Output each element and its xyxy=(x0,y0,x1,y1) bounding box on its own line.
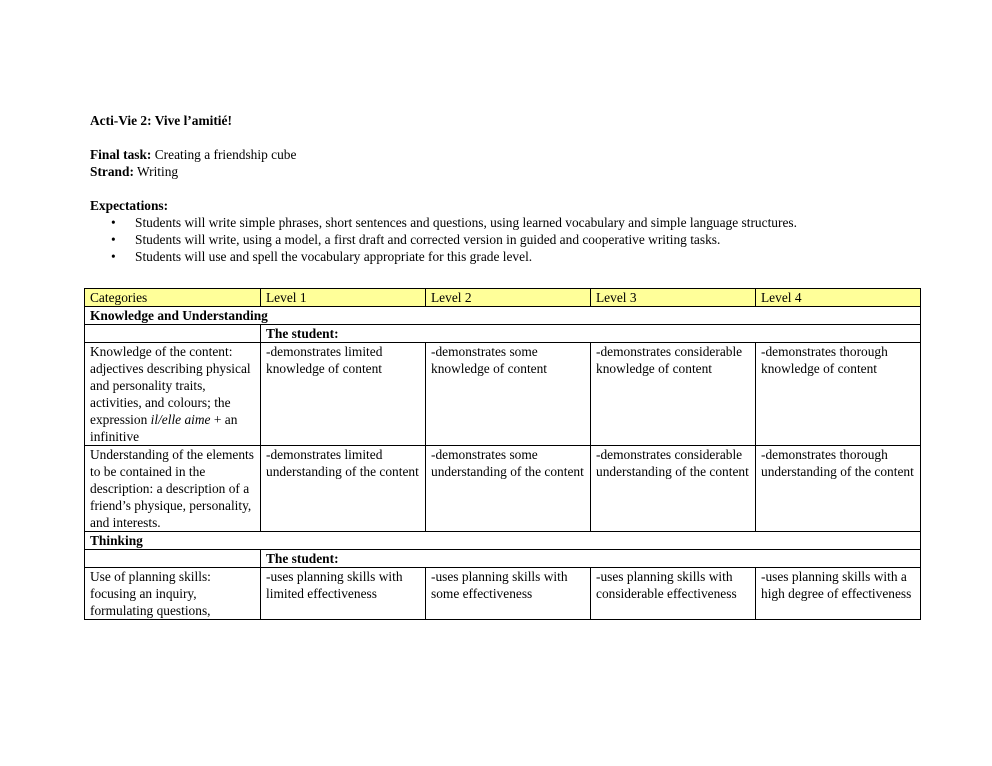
expectation-item: • Students will use and spell the vocabulary appropriate for this grade level. xyxy=(135,248,930,265)
table-row xyxy=(85,446,921,532)
the-student-label: The student: xyxy=(261,550,921,568)
table-row xyxy=(85,343,921,446)
empty-cell xyxy=(85,325,261,343)
section-title: Knowledge and Understanding xyxy=(85,307,921,325)
document-header xyxy=(90,112,930,265)
header-cell: Categories xyxy=(85,289,261,307)
header-cell: Level 1 xyxy=(261,289,426,307)
level-cell: -demonstrates considerable knowledge of content xyxy=(591,343,756,446)
header-cell: Level 2 xyxy=(426,289,591,307)
header-cell: Level 4 xyxy=(756,289,921,307)
the-student-row xyxy=(85,550,921,568)
level-cell: -demonstrates considerable understanding of the content xyxy=(591,446,756,532)
level-cell: -demonstrates thorough knowledge of content xyxy=(756,343,921,446)
strand-label: Strand: xyxy=(90,164,134,179)
the-student-row xyxy=(85,325,921,343)
expectations-list xyxy=(90,214,930,265)
final-task-value: Creating a friendship cube xyxy=(151,147,297,162)
category-cell: Understanding of the elements to be contained in the description: a description of a friend’s physique, personality, and interests. xyxy=(85,446,261,532)
category-cell: Knowledge of the content: adjectives describing physical and personality traits, activities, and colours; the expression il/elle aime + an infinitive xyxy=(85,343,261,446)
the-student-label: The student: xyxy=(261,325,921,343)
level-cell: -demonstrates some understanding of the content xyxy=(426,446,591,532)
level-cell: -demonstrates limited knowledge of content xyxy=(261,343,426,446)
section-row xyxy=(85,532,921,550)
final-task-line xyxy=(90,146,930,163)
strand-line xyxy=(90,163,930,180)
level-cell: -demonstrates thorough understanding of the content xyxy=(756,446,921,532)
section-title: Thinking xyxy=(85,532,921,550)
empty-cell xyxy=(85,550,261,568)
table-header-row xyxy=(85,289,921,307)
table-row xyxy=(85,568,921,620)
level-cell: -demonstrates limited understanding of the content xyxy=(261,446,426,532)
level-cell: -uses planning skills with some effectiveness xyxy=(426,568,591,620)
header-cell: Level 3 xyxy=(591,289,756,307)
level-cell: -uses planning skills with a high degree of effectiveness xyxy=(756,568,921,620)
final-task-label: Final task: xyxy=(90,147,152,162)
strand-value: Writing xyxy=(133,164,179,179)
category-cell: Use of planning skills: focusing an inquiry, formulating questions, xyxy=(85,568,261,620)
expectation-item: • Students will write, using a model, a first draft and corrected version in guided and cooperative writing tasks. xyxy=(135,231,930,248)
italic-expression: il/elle aime xyxy=(150,412,211,427)
expectation-item: • Students will write simple phrases, short sentences and questions, using learned vocabulary and simple language structures. xyxy=(135,214,930,231)
level-cell: -demonstrates some knowledge of content xyxy=(426,343,591,446)
document-title: Acti-Vie 2: Vive l’amitié! xyxy=(90,113,232,128)
expectations-heading: Expectations: xyxy=(90,198,169,213)
level-cell: -uses planning skills with considerable effectiveness xyxy=(591,568,756,620)
section-row xyxy=(85,307,921,325)
rubric-table xyxy=(84,288,921,620)
level-cell: -uses planning skills with limited effectiveness xyxy=(261,568,426,620)
